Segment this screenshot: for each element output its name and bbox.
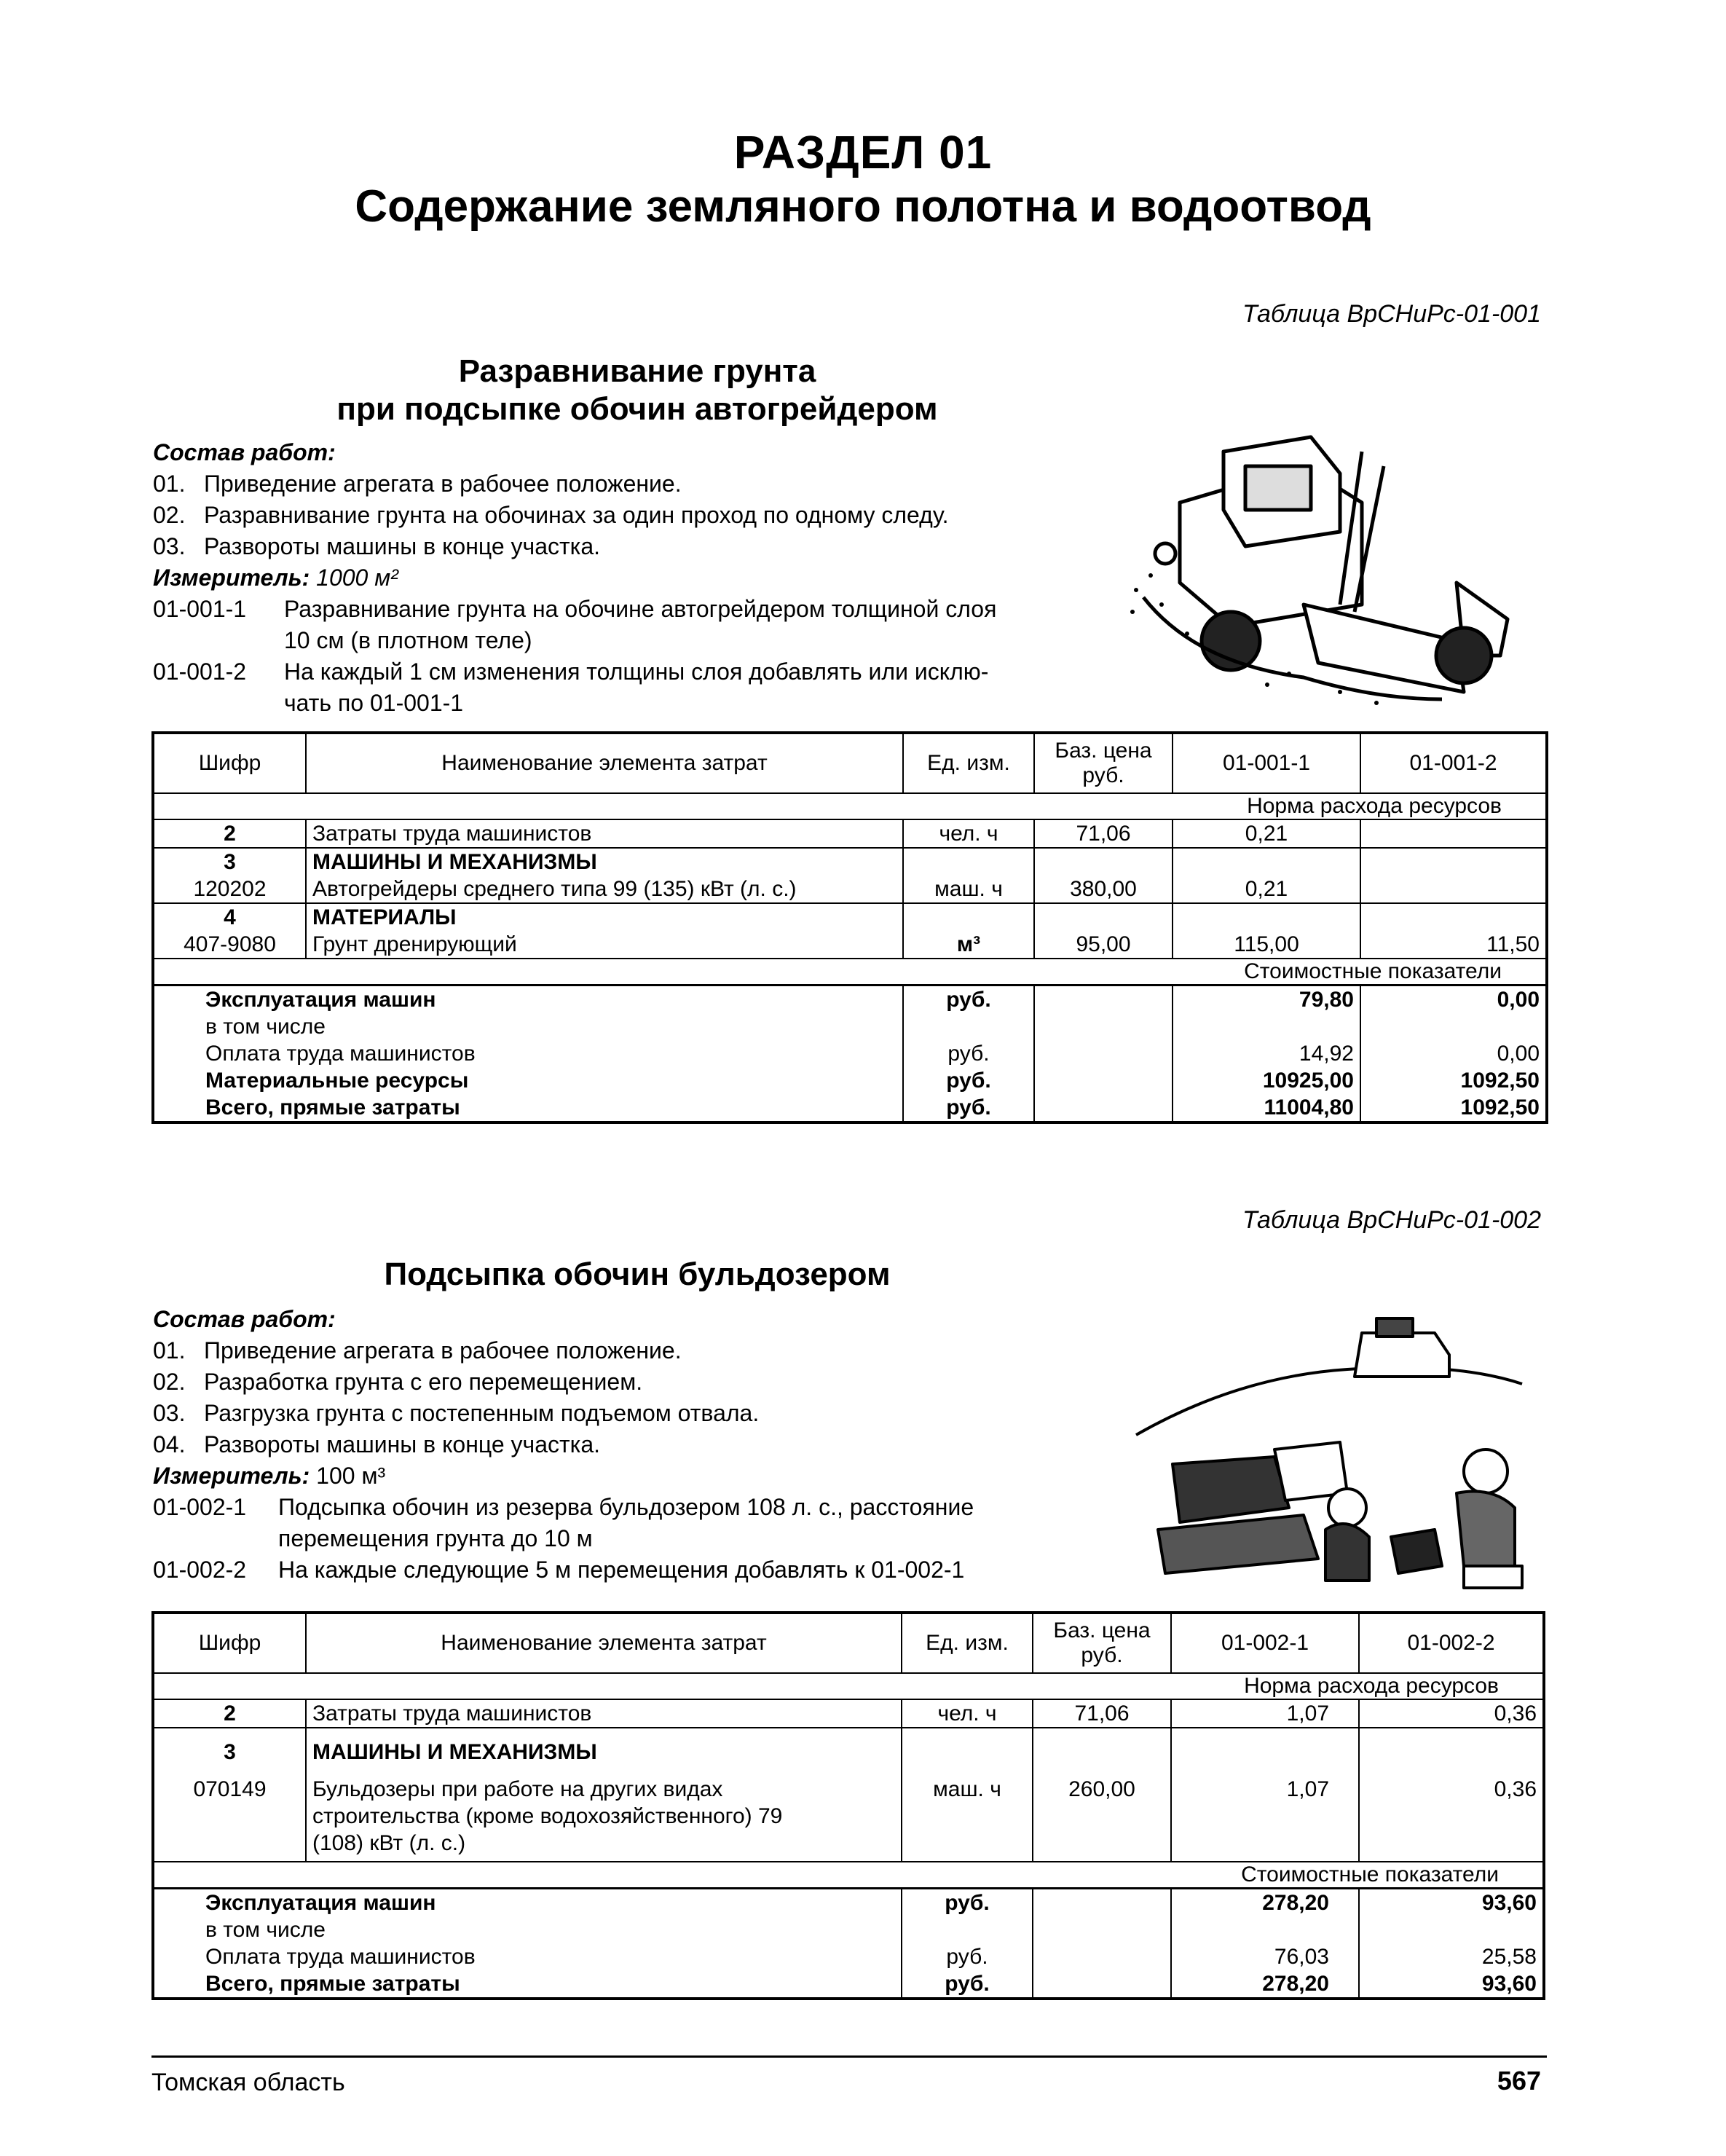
bulldozer-illustration [1129,1289,1537,1595]
measure-label: Измеритель: [153,564,310,591]
table-heading-line-2: при подсыпке обочин автогрейдером [336,391,938,427]
column-header: Ед. изм. [902,1613,1033,1673]
item-row-cont: перемещения грунта до 10 м [278,1525,593,1551]
table-header-row [153,1613,1544,1673]
cost-row: Всего, прямые затраты руб. 278,20 93,60 [153,1970,1544,1999]
table-reference: Таблица ВрСНиРс-01-001 [1242,300,1541,328]
table-heading [218,353,1056,428]
work-step: 03. Развороты машины в конце участка. [153,533,601,559]
table-header-row [153,733,1547,793]
table-row: 407-9080 Грунт дренирующий м³ 95,00 115,00 11,50 [153,931,1547,959]
column-header: Наименование элемента затрат [306,1613,902,1673]
work-step: 01. Приведение агрегата в рабочее положение. [153,1337,682,1364]
work-step: 02. Разравнивание грунта на обочинах за один проход по одному следу. [153,502,949,528]
cost-row: Материальные ресурсы руб. 10925,00 1092,50 [153,1067,1547,1094]
resource-table [151,1611,1545,2000]
work-step: 04. Развороты машины в конце участка. [153,1431,601,1457]
table-row: 120202 Автогрейдеры среднего типа 99 (135) кВт (л. с.) маш. ч 380,00 0,21 [153,876,1547,903]
table-heading-line-1: Подсыпка обочин бульдозером [384,1256,891,1292]
column-header: 01-002-1 [1171,1613,1359,1673]
column-header: 01-001-2 [1360,733,1547,793]
column-header: Баз. цена руб. [1033,1613,1171,1673]
table-row: 070149 Бульдозеры при работе на других видах строительства (кроме водохозяйственного) 79 (108) кВт (л. с.) маш. ч 260,00 1,07 0,36 [153,1766,1544,1862]
cost-row: Оплата труда машинистов руб. 14,92 0,00 [153,1040,1547,1067]
table-row: 3 МАШИНЫ И МЕХАНИЗМЫ [153,1728,1544,1766]
item-row: 01-002-2 На каждые следующие 5 м перемещения добавлять к 01-002-1 [153,1554,1143,1586]
work-description [153,1304,1143,1586]
table-row: 4 МАТЕРИАЛЫ [153,903,1547,931]
motor-grader-illustration [1122,422,1529,714]
footer-region: Томская область [151,2069,345,2096]
cost-row: Всего, прямые затраты руб. 11004,80 1092,50 [153,1094,1547,1122]
work-description [153,437,1143,719]
table-row: 2 Затраты труда машинистов чел. ч 71,06 0,21 [153,819,1547,848]
item-row-cont: 10 см (в плотном теле) [284,627,532,653]
work-step: 01. Приведение агрегата в рабочее положение. [153,471,682,497]
item-code: 01-002-2 [153,1557,247,1583]
measure-line [153,562,1143,594]
resource-table [151,731,1548,1124]
cost-row: Оплата труда машинистов руб. 76,03 25,58 [153,1943,1544,1970]
band-row: Стоимостные показатели [153,1862,1544,1889]
table-reference: Таблица ВрСНиРс-01-002 [1242,1206,1541,1234]
measure-label: Измеритель: [153,1463,310,1489]
item-row: 01-002-1 Подсыпка обочин из резерва бульдозером 108 л. с., расстояние [153,1492,1143,1523]
column-header: Ед. изм. [903,733,1034,793]
page-number: 567 [1497,2066,1541,2096]
band-row: Норма расхода ресурсов [153,1673,1544,1699]
table-heading [218,1256,1056,1294]
section-number: РАЗДЕЛ 01 [733,126,993,178]
cost-row: в том числе [153,1013,1547,1040]
item-row: 01-001-1 Разравнивание грунта на обочине автогрейдером толщиной слоя [153,594,1143,625]
band-row: Норма расхода ресурсов [153,793,1547,819]
column-header: Шифр [153,1613,306,1673]
column-header: 01-001-1 [1173,733,1360,793]
cost-row: Эксплуатация машин руб. 278,20 93,60 [153,1889,1544,1917]
measure-line [153,1460,1143,1492]
cost-row: в том числе [153,1916,1544,1943]
work-composition-label: Состав работ: [153,439,336,465]
column-header: Баз. цена руб. [1034,733,1173,793]
item-row-cont: чать по 01-001-1 [284,690,464,716]
item-row: 01-001-2 На каждый 1 см изменения толщины слоя добавлять или исклю- [153,656,1143,688]
column-header: Наименование элемента затрат [306,733,903,793]
measure-value: 1000 м² [316,564,398,591]
work-step: 03. Разгрузка грунта с постепенным подъемом отвала. [153,1400,760,1426]
item-code: 01-002-1 [153,1494,247,1520]
table-row: 2 Затраты труда машинистов чел. ч 71,06 1,07 0,36 [153,1699,1544,1728]
footer-divider [151,2055,1547,2058]
measure-value: 100 м³ [316,1463,386,1489]
column-header: Шифр [153,733,306,793]
item-code: 01-001-2 [153,658,247,685]
work-composition-label: Состав работ: [153,1306,336,1332]
band-row: Стоимостные показатели [153,959,1547,985]
section-title: Содержание земляного полотна и водоотвод [355,181,1371,232]
table-heading-line-1: Разравнивание грунта [458,353,816,389]
item-code: 01-001-1 [153,596,247,622]
cost-row: Эксплуатация машин руб. 79,80 0,00 [153,985,1547,1014]
table-row: 3 МАШИНЫ И МЕХАНИЗМЫ [153,848,1547,876]
work-step: 02. Разработка грунта с его перемещением. [153,1369,643,1395]
column-header: 01-002-2 [1359,1613,1544,1673]
